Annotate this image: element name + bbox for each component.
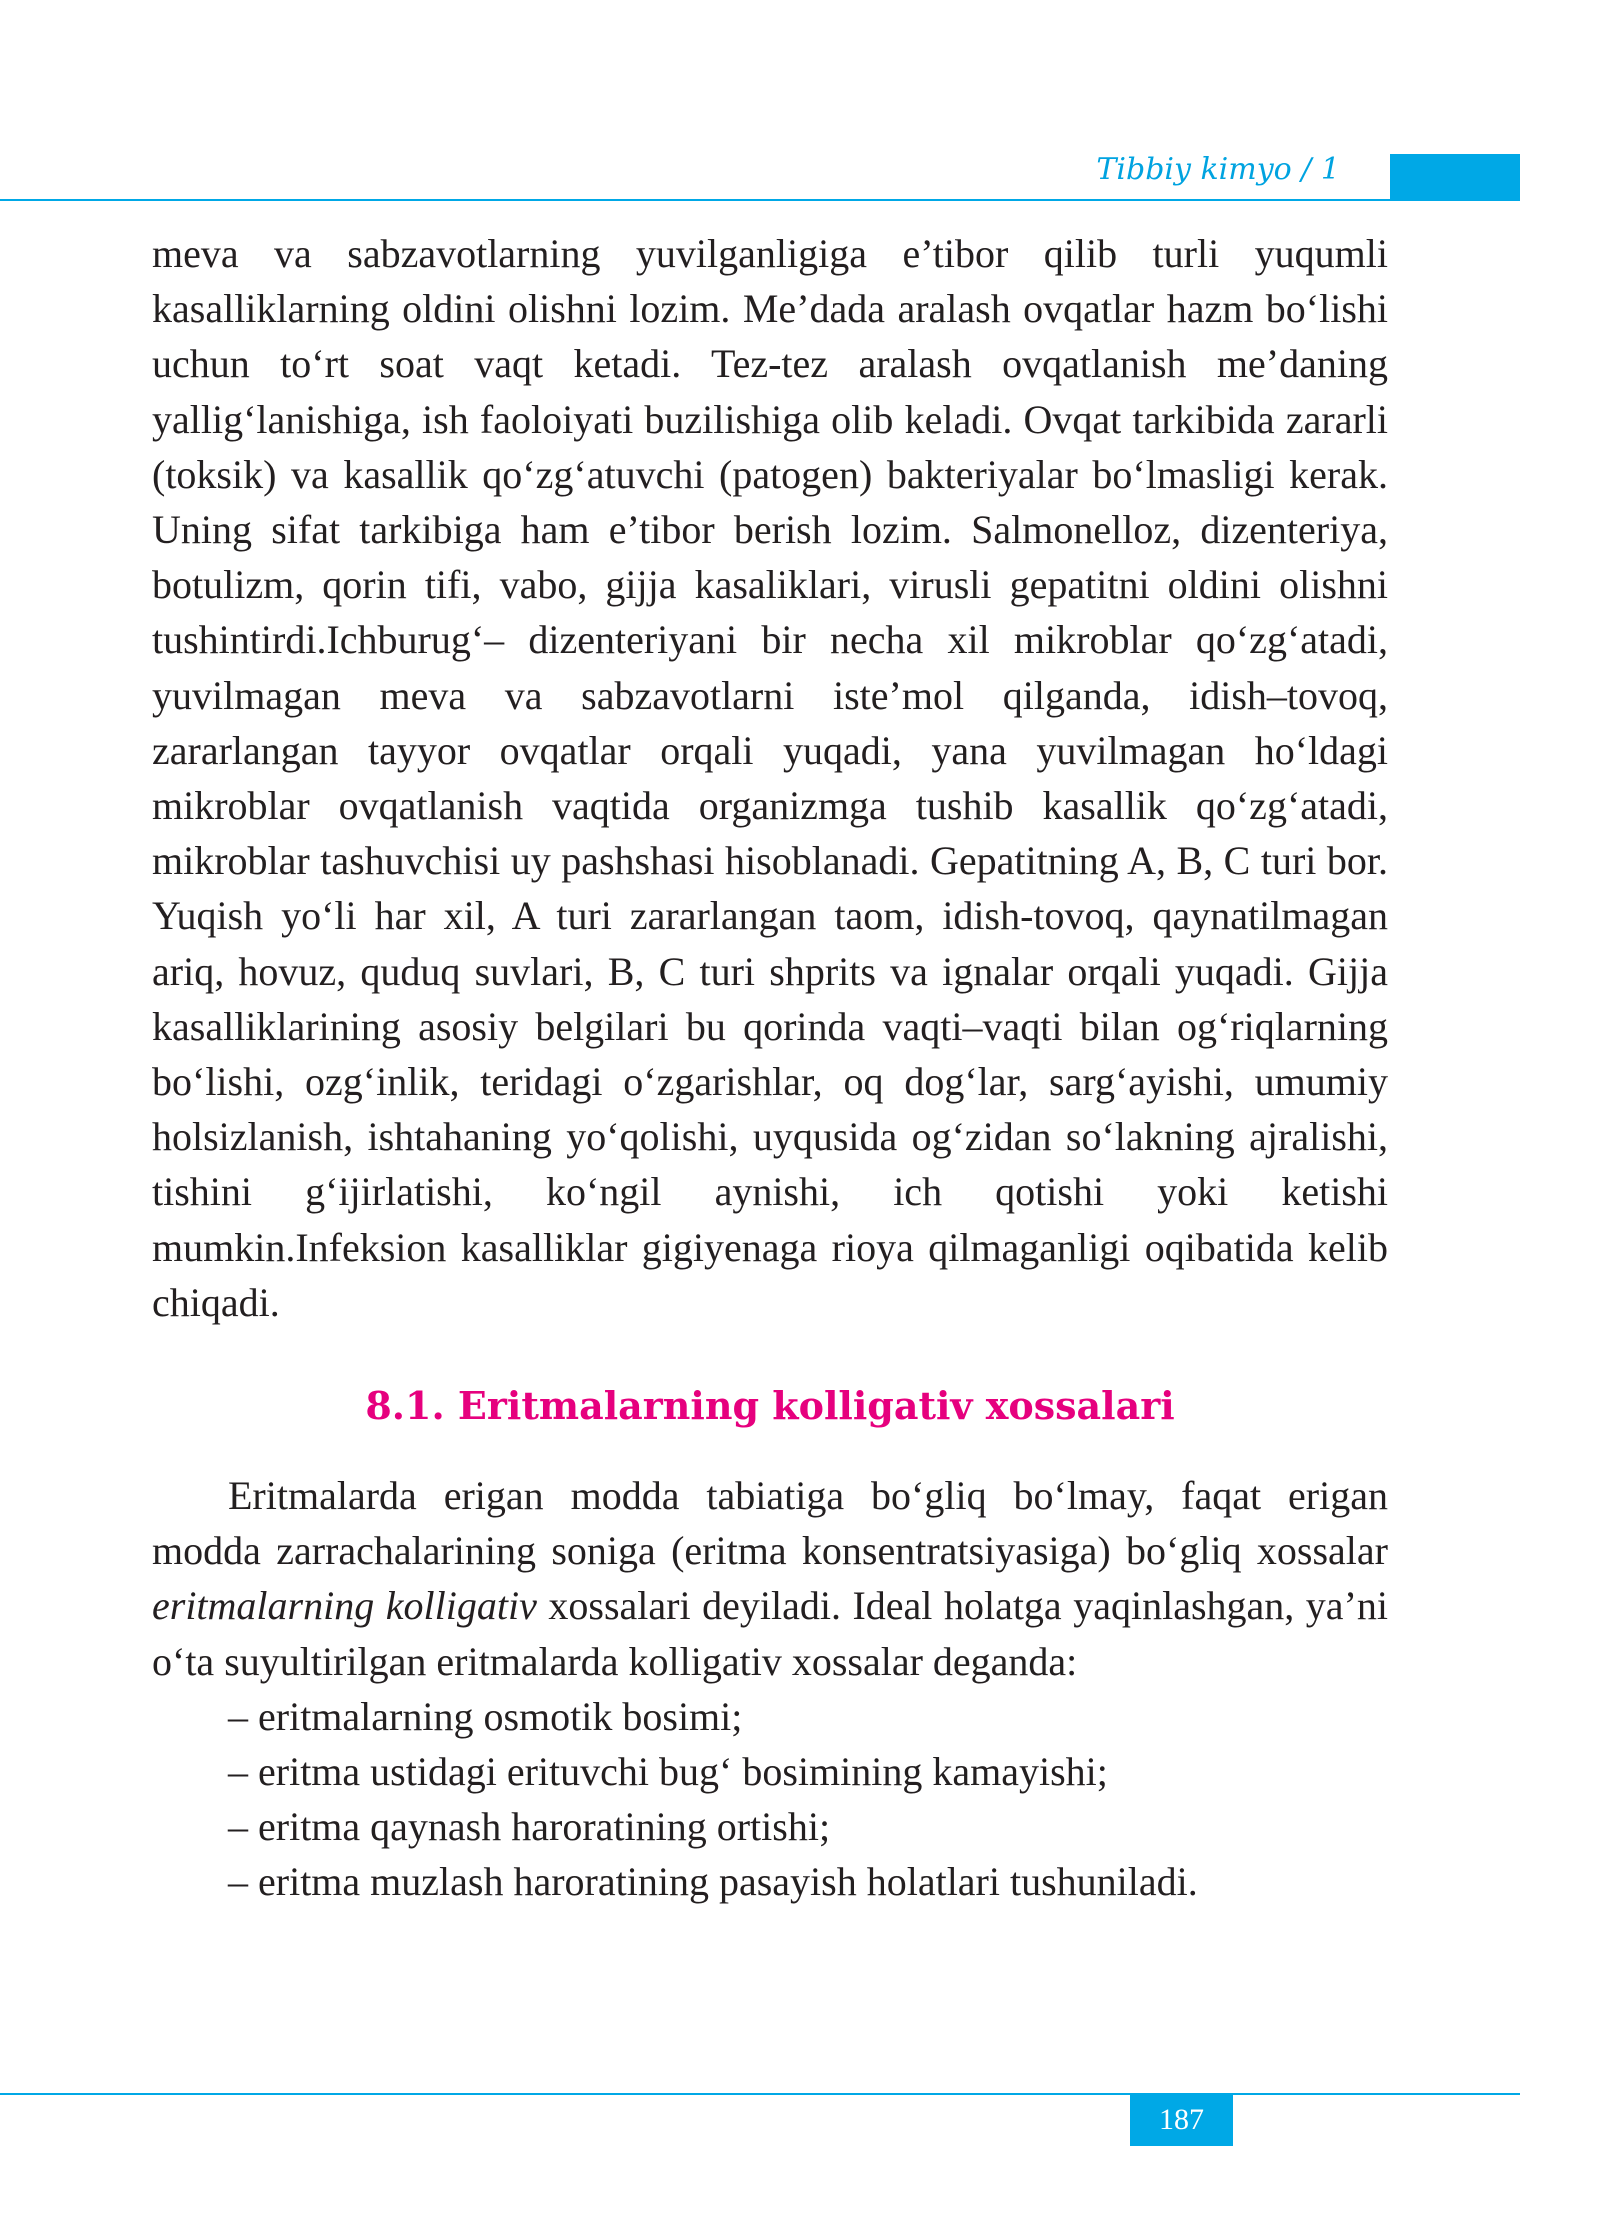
section-heading xyxy=(152,1378,1388,1434)
definition-term: eritmalarning kolligativ xyxy=(152,1583,537,1629)
body-paragraph: meva va sabzavotlarning yuvilganligiga e’tibor qilib turli yuqumli kasalliklarning oldini olishni lozim. Me’dada aralash ovqatlar hazm bo‘lishi uchun to‘rt soat vaqt ketadi. Tez-tez aralash ovqatlanish me’daning yallig‘lanishiga, ish faoloiyati buzilishiga olib keladi. Ovqat tarkibida zararli (toksik) va kasallik qo‘zg‘atuvchi (patogen) bakteriyalar bo‘lmasligi kerak. Uning sifat tarkibiga ham e’tibor berish lozim. Salmonelloz, dizenteriya, botulizm, qorin tifi, vabo, gijja kasaliklari, virusli gepatitni oldini olishni tushintirdi.Ichburug‘– dizenteriyani bir necha xil mikroblar qo‘zg‘atadi, yuvilmagan meva va sabzavotlarni iste’mol qilganda, idish–tovoq, zararlangan tayyor ovqatlar orqali yuqadi, yana yuvilmagan ho‘ldagi mikroblar ovqatlanish vaqtida organizmga tushib kasallik qo‘zg‘atadi, mikroblar tashuvchisi uy pashshasi hisoblanadi. Gepatitning A, B, C turi bor. Yuqish yo‘li har xil, A turi zararlangan taom, idish-tovoq, qaynatilmagan ariq, hovuz, quduq suvlari, B, C turi shprits va ignalar orqali yuqadi. Gijja kasalliklarining asosiy belgilari bu qorinda vaqti–vaqti bilan og‘riqlarning bo‘lishi, ozg‘inlik, teridagi o‘zgarishlar, oq dog‘lar, sarg‘ayishi, umumiy holsizlanish, ishtahaning yo‘qolishi, uyqusida og‘zidan so‘lakning ajralishi, tishini g‘ijirlatishi, ko‘ngil aynishi, ich qotishi yoki ketishi mumkin.Infeksion kasalliklar gigiyenaga rioya qilmaganligi oqibatida kelib chiqadi. xyxy=(152,231,1388,1325)
footer-rule xyxy=(0,2093,1520,2095)
header-rule xyxy=(0,199,1520,201)
definition-text-after: xossalari deyiladi. Ideal holatga yaqinlashgan, ya’ni o‘ta suyultirilgan eritmalarda kolligativ xossalar deganda: xyxy=(152,1583,1388,1684)
property-list xyxy=(152,1689,1388,1910)
page-number: 187 xyxy=(1130,2093,1233,2146)
list-item: – eritma muzlash haroratining pasayish holatlari tushuniladi. xyxy=(228,1859,1198,1905)
page-content xyxy=(152,226,1388,1910)
running-title: Tibbiy kimyo / 1 xyxy=(1096,152,1340,187)
header-color-block xyxy=(1390,154,1520,200)
body-paragraph-definition xyxy=(152,1468,1388,1689)
definition-text-before: Eritmalarda erigan modda tabiatiga bo‘gliq bo‘lmay, faqat erigan modda zarrachalarining soniga (eritma konsentratsiyasiga) bo‘gliq xossalar xyxy=(152,1473,1388,1574)
list-item: – eritma ustidagi erituvchi bug‘ bosimining kamayishi; xyxy=(228,1749,1108,1795)
section-heading-text: 8.1. Eritmalarning kolligativ xossalari xyxy=(365,1383,1175,1429)
list-item: – eritma qaynash haroratining ortishi; xyxy=(228,1804,831,1850)
list-item: – eritmalarning osmotik bosimi; xyxy=(228,1693,743,1739)
